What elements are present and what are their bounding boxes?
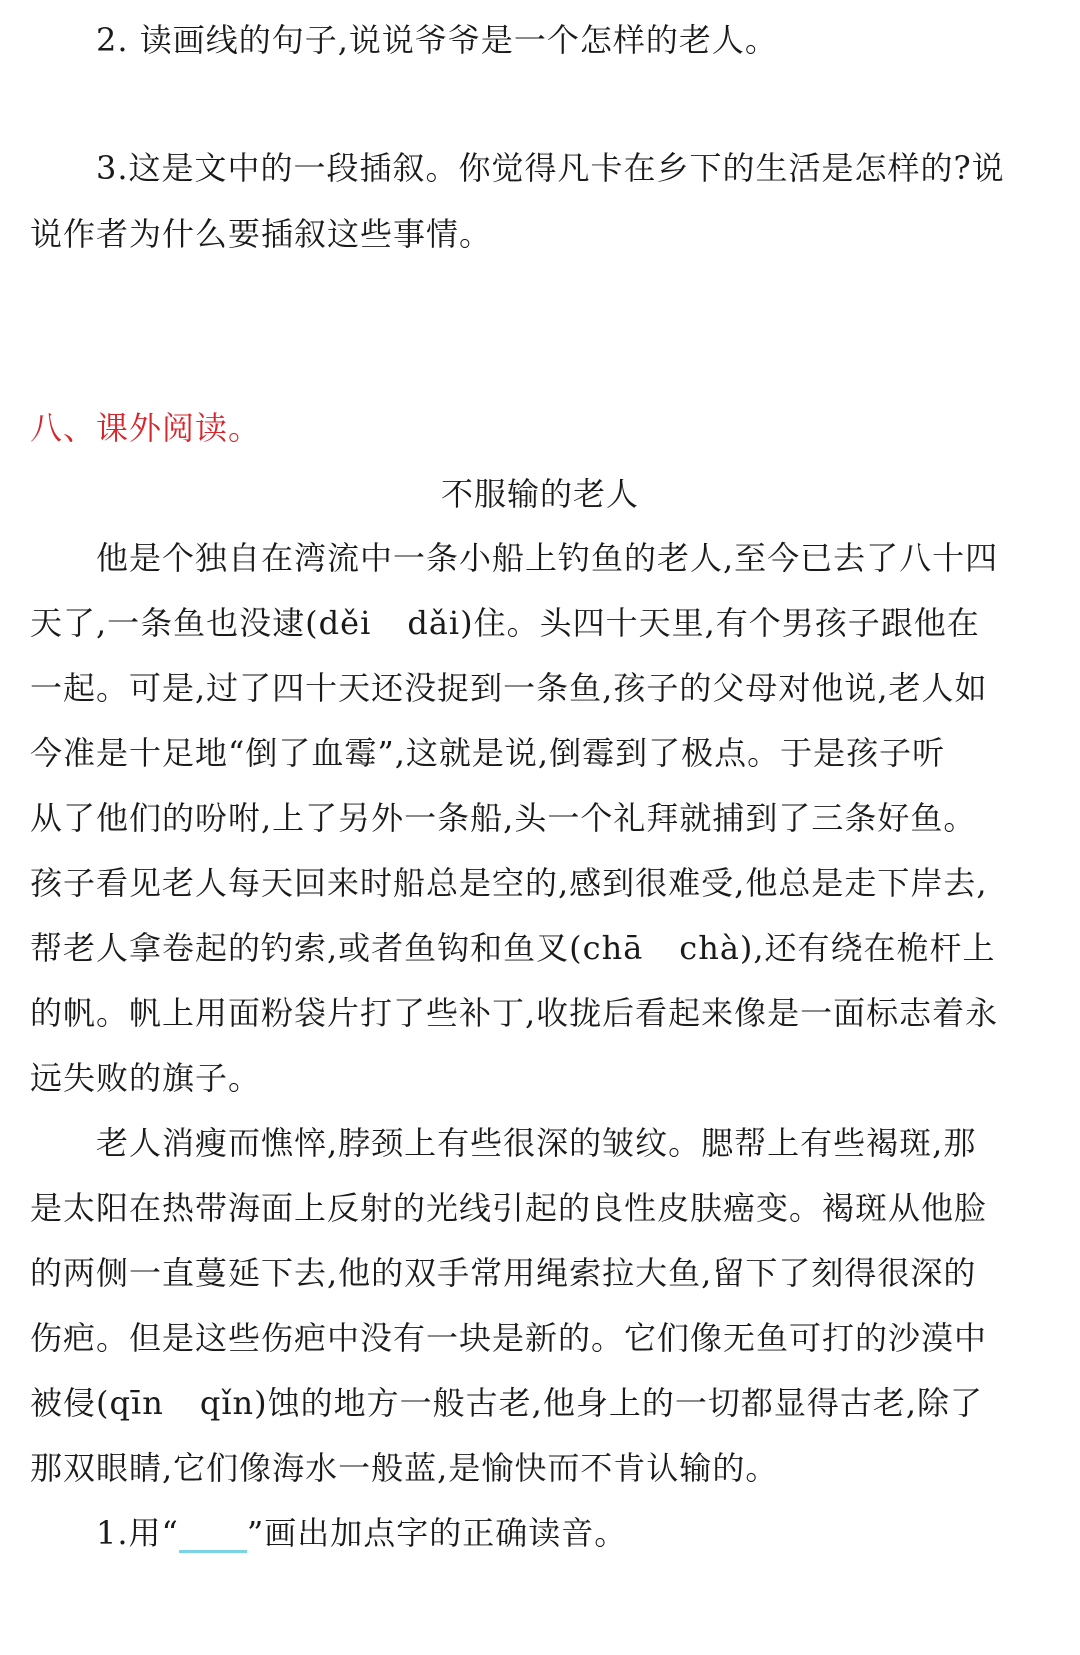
question-1-bottom — [96, 1513, 627, 1553]
passage-p1-line-6: 孩子看见老人每天回来时船总是空的,感到很难受,他总是走下岸去, — [30, 864, 988, 902]
passage-text: 天了,一条鱼也没逮(děi — [30, 604, 372, 642]
passage-p1-line-4: 今准是十足地“倒了血霉”,这就是说,倒霉到了极点。于是孩子听 — [30, 734, 946, 772]
passage-text: 帮老人拿卷起的钓索,或者鱼钩和鱼叉(chā — [30, 929, 644, 967]
passage-p2-line-5 — [30, 1383, 983, 1423]
passage-p1-line-3: 一起。可是,过了四十天还没捉到一条鱼,孩子的父母对他说,老人如 — [30, 669, 988, 707]
question-suffix: ”画出加点字的正确读音。 — [246, 1514, 628, 1552]
passage-text: 被侵(qīn — [30, 1384, 164, 1422]
passage-p2-line-1: 老人消瘦而憔悴,脖颈上有些很深的皱纹。腮帮上有些褐斑,那 — [96, 1124, 977, 1162]
story-title: 不服输的老人 — [440, 475, 639, 513]
question-3-line-2: 说作者为什么要插叙这些事情。 — [30, 215, 493, 253]
passage-text: dǎi)住。头四十天里,有个男孩子跟他在 — [407, 604, 980, 642]
question-prefix: 1.用“ — [96, 1514, 179, 1552]
passage-p2-line-3: 的两侧一直蔓延下去,他的双手常用绳索拉大鱼,留下了刻得很深的 — [30, 1254, 977, 1292]
question-3-line-1: 3.这是文中的一段插叙。你觉得凡卡在乡下的生活是怎样的?说 — [96, 149, 1005, 187]
passage-p2-line-6: 那双眼睛,它们像海水一般蓝,是愉快而不肯认输的。 — [30, 1449, 779, 1487]
passage-p1-line-9: 远失败的旗子。 — [30, 1059, 262, 1097]
passage-text: qǐn)蚀的地方一般古老,他身上的一切都显得古老,除了 — [199, 1384, 983, 1422]
passage-p2-line-2: 是太阳在热带海面上反射的光线引起的良性皮肤癌变。褐斑从他脸 — [30, 1189, 988, 1227]
passage-p1-line-5: 从了他们的吩咐,上了另外一条船,头一个礼拜就捕到了三条好鱼。 — [30, 799, 977, 837]
passage-text: chà),还有绕在桅杆上 — [679, 929, 996, 967]
passage-p1-line-2 — [30, 603, 980, 643]
passage-p1-line-8: 的帆。帆上用面粉袋片打了些补丁,收拢后看起来像是一面标志着永 — [30, 994, 999, 1032]
section-heading: 八、课外阅读。 — [30, 409, 262, 447]
question-2: 2. 读画线的句子,说说爷爷是一个怎样的老人。 — [96, 21, 778, 59]
passage-p2-line-4: 伤疤。但是这些伤疤中没有一块是新的。它们像无鱼可打的沙漠中 — [30, 1319, 988, 1357]
answer-blank — [179, 1520, 247, 1553]
passage-p1-line-1: 他是个独自在湾流中一条小船上钓鱼的老人,至今已去了八十四 — [96, 539, 999, 577]
passage-p1-line-7 — [30, 928, 996, 968]
